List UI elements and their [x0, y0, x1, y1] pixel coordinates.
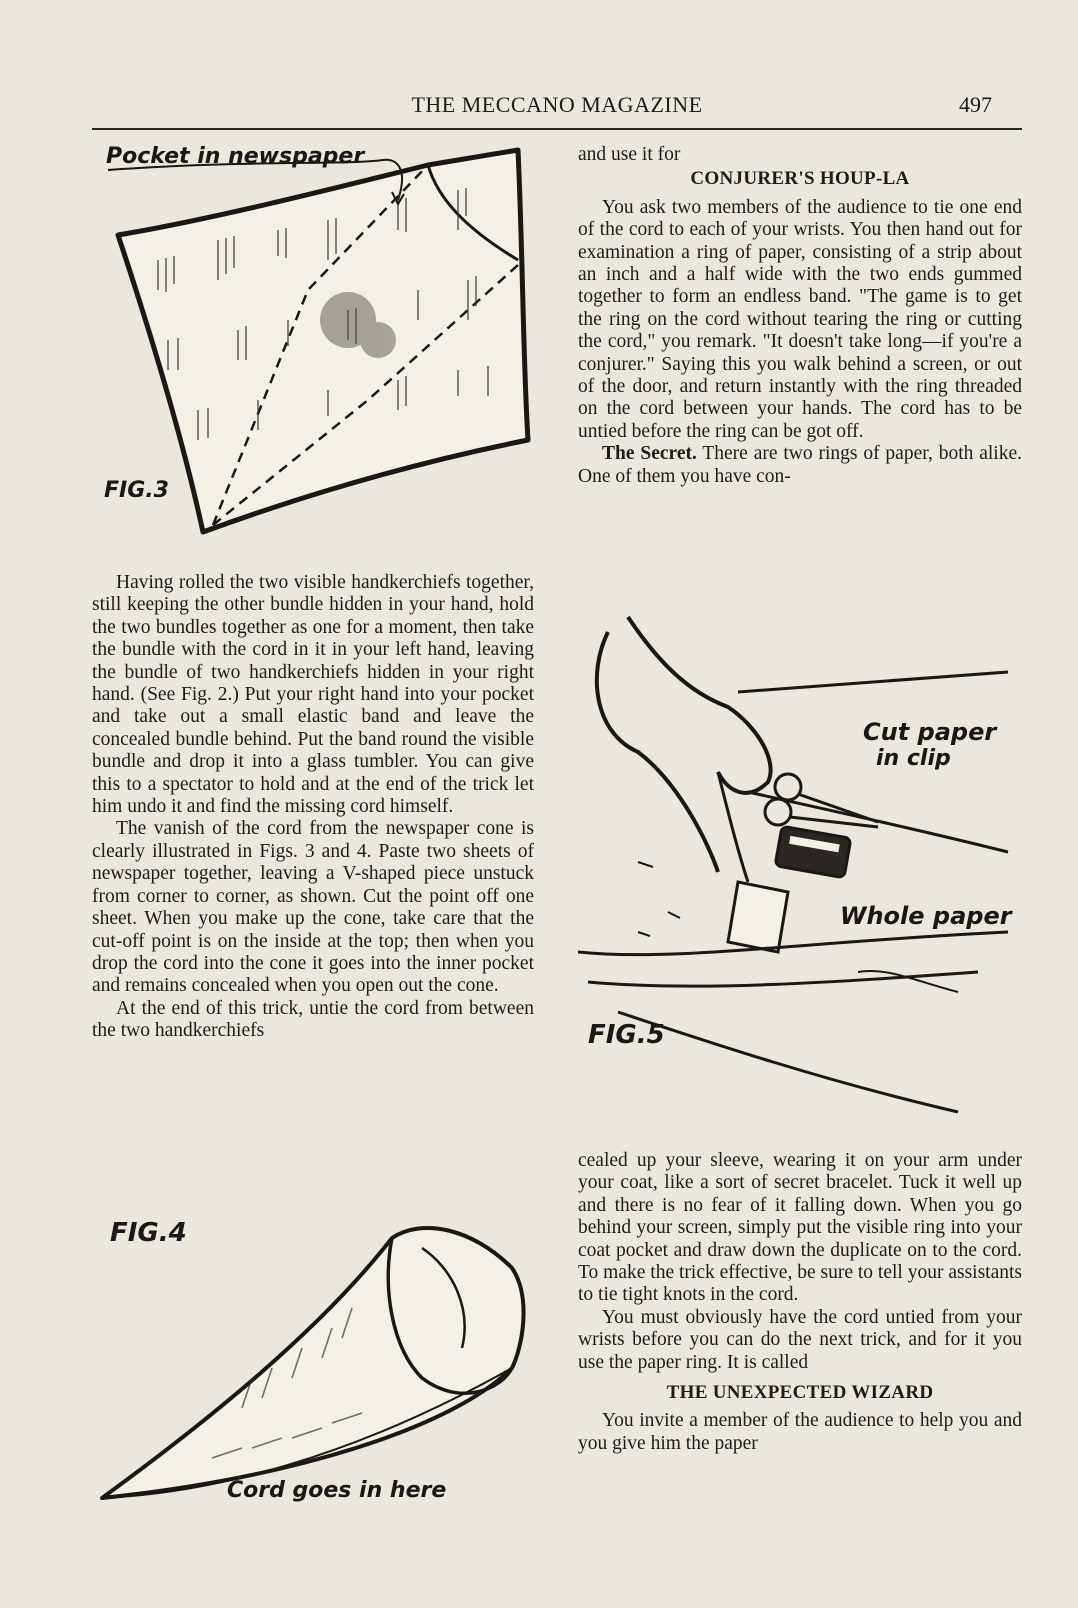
right-paragraph-3: You must obviously have the cord untied from your wrists before you can do the next trick, and for it you use the paper ring. It is called: [578, 1306, 1022, 1373]
figure-3: [98, 140, 538, 540]
clip-icon: [775, 826, 851, 878]
left-paragraph-1: Having rolled the two visible handkerchiefs together, still keeping the other bundle hidden in your hand, hold the two bundles together as one for a moment, then take the bundle with the cord in it in your left hand, leaving the bundle of two handkerchiefs hidden in your right hand. (See Fig. 2.) Put your right hand into your pocket and take out a small elastic band and leave the concealed bundle behind. Put the band round the visible bundle and drop it into a glass tumbler. You can give this to a spectator to hold and at the end of the trick let him undo it and find the missing cord himself.: [92, 572, 534, 818]
scissors-icon: [765, 774, 878, 827]
fig3-caption: Pocket in newspaper: [106, 144, 365, 169]
fig4-caption: Cord goes in here: [227, 1478, 447, 1503]
page-header: [92, 88, 1022, 128]
heading-unexpected-wizard: THE UNEXPECTED WIZARD: [666, 1382, 934, 1404]
figure-5: [578, 612, 1022, 1132]
right-paragraph-1: You ask two members of the audience to tie one end of the cord to each of your wrists. You then hand out for examination a ring of paper, consisting of a strip about an inch and a half wide with the two ends gummed together to form an endless band. "The game is to get the ring on the cord without tearing the ring or cutting the cord," you remark. "It doesn't take long—if you're a conjurer." Saying this you walk behind a screen, or out of the door, and return instantly with the ring threaded on the cord between your hands. The cord has to be untied before the ring can be got off.: [578, 196, 1022, 442]
left-paragraph-3: At the end of this trick, untie the cord from between the two handkerchiefs: [92, 997, 534, 1042]
sleeve-illustration: [578, 612, 1022, 1132]
fig4-label: FIG.4: [110, 1218, 187, 1248]
left-column: [92, 572, 534, 1192]
right-paragraph-2: cealed up your sleeve, wearing it on your arm under your coat, like a sort of secret bracelet. Tuck it well up and there is no fear of it falling down. When you go behind your screen, simply put the visible ring into your coat pocket and draw down the duplicate on to the cord. To make the trick effective, be sure to tell your assistants to tie tight knots in the cord.: [578, 1150, 1022, 1306]
secret-text: There are two rings of paper, both alike. One of them you have con-: [578, 443, 1022, 487]
heading-conjurers-houp-la: CONJURER'S HOUP-LA: [690, 168, 910, 190]
figure-4: [92, 1208, 542, 1538]
right-column-top: [578, 144, 1022, 614]
left-paragraph-2: The vanish of the cord from the newspaper cone is clearly illustrated in Figs. 3 and 4. Paste two sheets of newspaper together, leaving a V-shaped piece unstuck from corner to corner, as shown. Cut the point off one sheet. When you make up the cone, take care that the cut-off point is on the inside at the top; then when you drop the cord into the cone it goes into the inner pocket and remains concealed when you open out the cone.: [92, 818, 534, 997]
fig3-label: FIG.3: [104, 478, 169, 503]
right-paragraph-4: You invite a member of the audience to help you and you give him the paper: [578, 1410, 1022, 1454]
magazine-title: THE MECCANO MAGAZINE: [411, 92, 703, 117]
right-secret-paragraph: [578, 443, 1022, 488]
fig5-caption-whole-paper: Whole paper: [840, 902, 1012, 930]
header-rule: [92, 128, 1022, 130]
secret-label: The Secret.: [602, 443, 697, 465]
right-intro: and use it for: [578, 144, 681, 165]
fig5-caption-cut-paper: Cut paper: [863, 718, 997, 746]
fig5-label: FIG.5: [588, 1020, 665, 1050]
fig5-caption-in-clip: in clip: [876, 746, 951, 771]
right-column-bottom: [578, 1150, 1022, 1540]
page-number: 497: [959, 92, 992, 117]
